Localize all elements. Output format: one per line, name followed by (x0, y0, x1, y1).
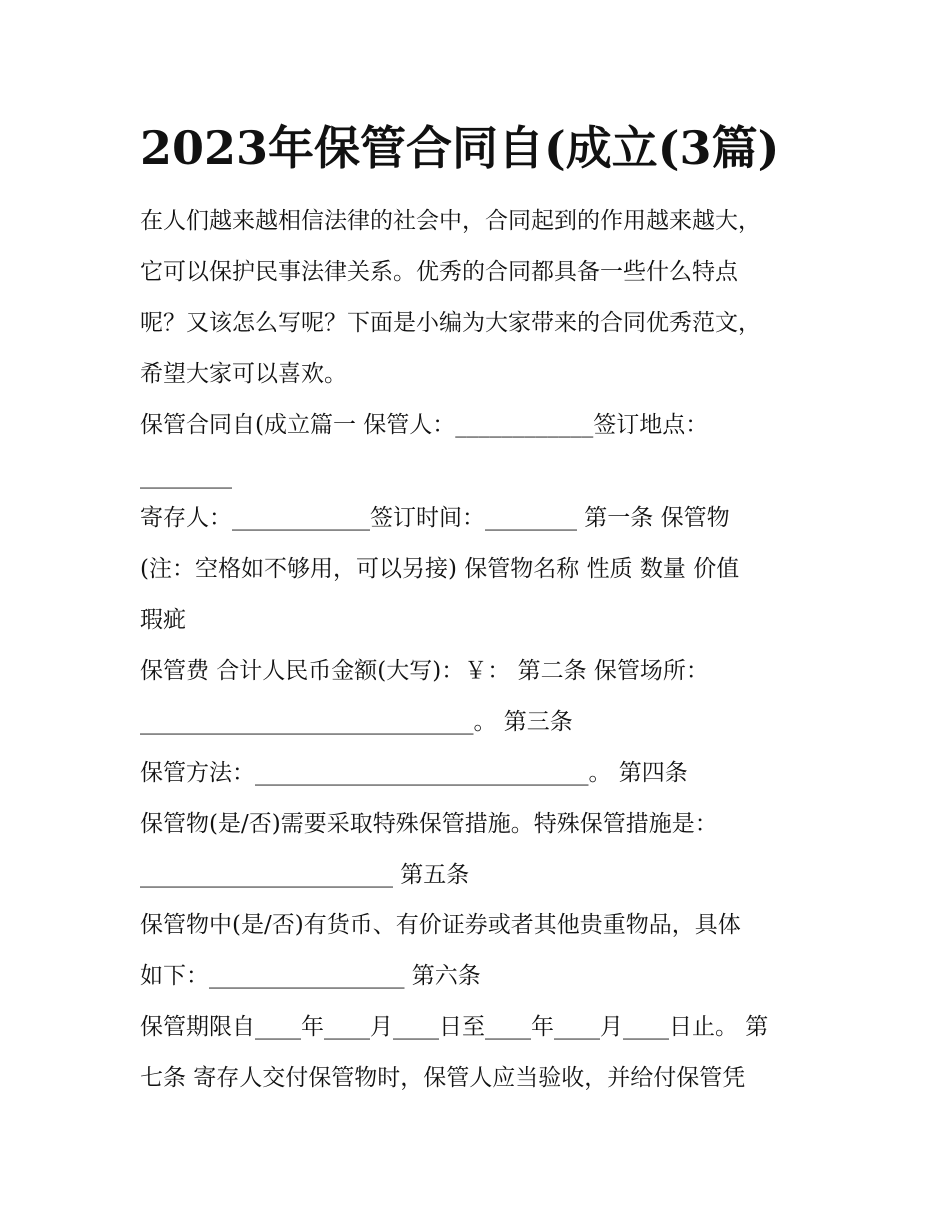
body-line-3: 呢？又该怎么写呢？下面是小编为大家带来的合同优秀范文， (140, 310, 761, 336)
body-line-17: 保管期限自____年____月____日至____年____月____日止。 第 (140, 1014, 769, 1040)
body-line-8: (注：空格如不够用，可以另接) 保管物名称 性质 数量 价值 (140, 556, 740, 582)
body-line-5: 保管合同自(成立篇一 保管人：____________签订地点： (140, 412, 709, 438)
body-line-15: 保管物中(是/否)有货币、有价证券或者其他贵重物品，具体 (140, 912, 741, 938)
body-line-16: 如下：_________________ 第六条 (140, 963, 481, 989)
body-line-1: 在人们越来越相信法律的社会中，合同起到的作用越来越大， (140, 208, 761, 234)
body-line-12: 保管方法：_____________________________。 第四条 (140, 760, 688, 786)
body-line-14: ______________________ 第五条 (140, 862, 470, 888)
document-title: 2023年保管合同自(成立(3篇) (140, 121, 780, 175)
body-line-9: 瑕疵 (140, 607, 186, 633)
body-line-13: 保管物(是/否)需要采取特殊保管措施。特殊保管措施是： (140, 811, 718, 837)
body-line-18: 七条 寄存人交付保管物时，保管人应当验收，并给付保管凭 (140, 1065, 746, 1091)
body-line-2: 它可以保护民事法律关系。优秀的合同都具备一些什么特点 (140, 259, 738, 285)
body-line-6: ________ (140, 463, 232, 489)
body-line-11: _____________________________。 第三条 (140, 709, 573, 735)
body-line-4: 希望大家可以喜欢。 (140, 361, 347, 387)
body-line-10: 保管费 合计人民币金额(大写)：￥： 第二条 保管场所： (140, 658, 709, 684)
body-line-7: 寄存人：____________签订时间：________ 第一条 保管物 (140, 505, 730, 531)
